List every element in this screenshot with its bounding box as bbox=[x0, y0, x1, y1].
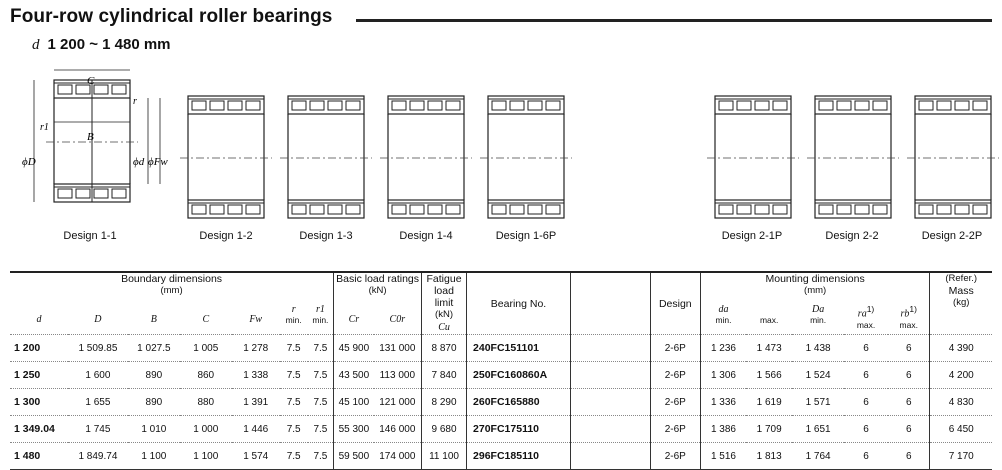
dim-label-r1: r1 bbox=[40, 122, 49, 133]
cell-da: 1 306 bbox=[700, 362, 746, 389]
cell-da: 1 236 bbox=[700, 335, 746, 362]
cell-bearing: 260FC165880 bbox=[467, 389, 571, 416]
cell-mass: 6 450 bbox=[930, 416, 992, 443]
cell-da: 1 516 bbox=[700, 443, 746, 470]
cell-d: 1 849.74 bbox=[68, 443, 128, 470]
design-header: Design bbox=[650, 272, 700, 335]
cell-r1: 7.5 bbox=[308, 362, 334, 389]
caption-design-1-1: Design 1-1 bbox=[63, 230, 117, 242]
cell-design: 2-6P bbox=[650, 443, 700, 470]
col-rb: $rb^{1)}$ max. bbox=[899, 304, 918, 330]
cell-rb: 6 bbox=[888, 416, 930, 443]
bearing-no-header: Bearing No. bbox=[467, 272, 571, 335]
cell-ra: 6 bbox=[844, 443, 888, 470]
cell-cr: 55 300 bbox=[334, 416, 374, 443]
cell-ra: 6 bbox=[844, 416, 888, 443]
cell-r: 7.5 bbox=[280, 335, 308, 362]
design-2-2-drawing bbox=[807, 96, 899, 218]
dim-label-Fw: ϕFw bbox=[148, 156, 168, 168]
cell-c0r: 113 000 bbox=[374, 362, 422, 389]
caption-design-1-3: Design 1-3 bbox=[299, 230, 353, 242]
mass-header: (Refer.) Mass (kg) bbox=[930, 272, 992, 335]
cell-cr: 45 900 bbox=[334, 335, 374, 362]
cell-fw: 1 391 bbox=[232, 389, 280, 416]
cell-cr: 59 500 bbox=[334, 443, 374, 470]
col-ra: $ra^{1)}$ max. bbox=[856, 304, 876, 330]
spacer-cell bbox=[570, 335, 650, 362]
cell-mass: 4 200 bbox=[930, 362, 992, 389]
cell-mass: 7 170 bbox=[930, 443, 992, 470]
cell-da: 1 336 bbox=[700, 389, 746, 416]
dim-label-d: ϕd bbox=[133, 156, 145, 168]
group-load-ratings: Basic load ratings (kN) bbox=[334, 272, 422, 304]
spacer-cell bbox=[570, 443, 650, 470]
cell-design: 2-6P bbox=[650, 362, 700, 389]
cell-cr: 45 100 bbox=[334, 389, 374, 416]
caption-design-1-6p: Design 1-6P bbox=[495, 230, 557, 242]
design-1-6p-drawing bbox=[480, 96, 572, 218]
cell-rb: 6 bbox=[888, 443, 930, 470]
caption-design-2-1p: Design 2-1P bbox=[721, 230, 783, 242]
cell-d: 1 655 bbox=[68, 389, 128, 416]
col-r: r min. bbox=[285, 304, 302, 326]
cell-c0r: 131 000 bbox=[374, 335, 422, 362]
table-row bbox=[10, 416, 992, 443]
cell-b: 1 100 bbox=[128, 443, 180, 470]
cell-rb: 6 bbox=[888, 335, 930, 362]
cell-da-min: 1 524 bbox=[792, 362, 844, 389]
cell-mass: 4 830 bbox=[930, 389, 992, 416]
table-row bbox=[10, 335, 992, 362]
page-subtitle bbox=[32, 36, 171, 54]
cell-c: 1 000 bbox=[180, 416, 232, 443]
cell-d: 1 509.85 bbox=[68, 335, 128, 362]
cell-b: 1 027.5 bbox=[128, 335, 180, 362]
cell-d: 1 480 bbox=[10, 443, 68, 470]
spacer-cell bbox=[570, 389, 650, 416]
spec-table bbox=[10, 271, 992, 470]
cell-c0r: 121 000 bbox=[374, 389, 422, 416]
cell-fw: 1 446 bbox=[232, 416, 280, 443]
dim-label-r: r bbox=[133, 96, 137, 107]
col-Da-max: max. bbox=[759, 315, 779, 326]
cell-cu: 8 870 bbox=[422, 335, 467, 362]
cell-ra: 6 bbox=[844, 362, 888, 389]
cell-da-max: 1 619 bbox=[746, 389, 792, 416]
cell-rb: 6 bbox=[888, 389, 930, 416]
cell-bearing: 250FC160860A bbox=[467, 362, 571, 389]
cell-c: 1 100 bbox=[180, 443, 232, 470]
design-1-1-drawing bbox=[34, 70, 160, 202]
col-d: d bbox=[36, 313, 42, 325]
cell-bearing: 240FC151101 bbox=[467, 335, 571, 362]
cell-b: 890 bbox=[128, 362, 180, 389]
cell-da-max: 1 813 bbox=[746, 443, 792, 470]
cell-fw: 1 278 bbox=[232, 335, 280, 362]
col-Da-min: Da min. bbox=[810, 304, 827, 326]
cell-mass: 4 390 bbox=[930, 335, 992, 362]
caption-design-1-2: Design 1-2 bbox=[199, 230, 253, 242]
design-1-2-drawing bbox=[180, 96, 272, 218]
title-rule bbox=[356, 19, 992, 22]
dim-label-C: C bbox=[87, 75, 95, 87]
cell-d: 1 200 bbox=[10, 335, 68, 362]
cell-c: 1 005 bbox=[180, 335, 232, 362]
col-Cr: Cr bbox=[334, 304, 374, 334]
design-2-1p-drawing bbox=[707, 96, 799, 218]
cell-da-min: 1 651 bbox=[792, 416, 844, 443]
cell-c: 860 bbox=[180, 362, 232, 389]
cell-da-min: 1 438 bbox=[792, 335, 844, 362]
design-1-3-drawing bbox=[280, 96, 372, 218]
col-B: B bbox=[150, 313, 157, 325]
cell-design: 2-6P bbox=[650, 335, 700, 362]
cell-b: 1 010 bbox=[128, 416, 180, 443]
cell-d: 1 300 bbox=[10, 389, 68, 416]
cell-bearing: 296FC185110 bbox=[467, 443, 571, 470]
cell-r1: 7.5 bbox=[308, 335, 334, 362]
cell-b: 890 bbox=[128, 389, 180, 416]
group-boundary: Boundary dimensions (mm) bbox=[10, 272, 334, 304]
group-fatigue: Fatigue load limit (kN) Cu bbox=[422, 272, 467, 335]
cell-r: 7.5 bbox=[280, 443, 308, 470]
table-row bbox=[10, 389, 992, 416]
bearing-designs-figure bbox=[0, 68, 1002, 228]
col-r1: r1 min. bbox=[312, 304, 329, 326]
col-Fw: Fw bbox=[249, 313, 263, 325]
cell-d: 1 745 bbox=[68, 416, 128, 443]
cell-design: 2-6P bbox=[650, 389, 700, 416]
cell-cu: 11 100 bbox=[422, 443, 467, 470]
cell-c: 880 bbox=[180, 389, 232, 416]
table-row bbox=[10, 443, 992, 470]
cell-r1: 7.5 bbox=[308, 443, 334, 470]
group-mounting: Mounting dimensions (mm) bbox=[700, 272, 930, 304]
cell-cu: 9 680 bbox=[422, 416, 467, 443]
cell-r: 7.5 bbox=[280, 416, 308, 443]
cell-ra: 6 bbox=[844, 389, 888, 416]
cell-da-max: 1 566 bbox=[746, 362, 792, 389]
spacer-cell bbox=[570, 362, 650, 389]
caption-design-1-4: Design 1-4 bbox=[399, 230, 453, 242]
cell-fw: 1 574 bbox=[232, 443, 280, 470]
caption-design-2-2: Design 2-2 bbox=[825, 230, 879, 242]
cell-fw: 1 338 bbox=[232, 362, 280, 389]
page-title: Four-row cylindrical roller bearings bbox=[10, 6, 333, 27]
subtitle-range: 1 200 ~ 1 480 mm bbox=[47, 36, 171, 53]
cell-cu: 8 290 bbox=[422, 389, 467, 416]
cell-d: 1 600 bbox=[68, 362, 128, 389]
col-C0r: C0r bbox=[389, 313, 406, 325]
dim-label-D: ϕD bbox=[22, 156, 36, 168]
cell-cr: 43 500 bbox=[334, 362, 374, 389]
cell-r1: 7.5 bbox=[308, 416, 334, 443]
cell-bearing: 270FC175110 bbox=[467, 416, 571, 443]
subtitle-symbol: d bbox=[32, 37, 40, 53]
table-row bbox=[10, 362, 992, 389]
spacer-cell bbox=[570, 416, 650, 443]
col-C: C bbox=[202, 313, 210, 325]
cell-da-max: 1 473 bbox=[746, 335, 792, 362]
cell-r: 7.5 bbox=[280, 362, 308, 389]
col-D: D bbox=[94, 313, 102, 325]
caption-design-2-2p: Design 2-2P bbox=[921, 230, 983, 242]
cell-ra: 6 bbox=[844, 335, 888, 362]
cell-da: 1 386 bbox=[700, 416, 746, 443]
cell-d: 1 250 bbox=[10, 362, 68, 389]
col-da: da min. bbox=[700, 304, 746, 334]
cell-r: 7.5 bbox=[280, 389, 308, 416]
cell-design: 2-6P bbox=[650, 416, 700, 443]
cell-da-max: 1 709 bbox=[746, 416, 792, 443]
design-2-2p-drawing bbox=[907, 96, 999, 218]
design-1-4-drawing bbox=[380, 96, 472, 218]
cell-cu: 7 840 bbox=[422, 362, 467, 389]
cell-rb: 6 bbox=[888, 362, 930, 389]
cell-c0r: 146 000 bbox=[374, 416, 422, 443]
cell-d: 1 349.04 bbox=[10, 416, 68, 443]
cell-da-min: 1 571 bbox=[792, 389, 844, 416]
cell-c0r: 174 000 bbox=[374, 443, 422, 470]
cell-r1: 7.5 bbox=[308, 389, 334, 416]
dim-label-B: B bbox=[87, 131, 94, 143]
cell-da-min: 1 764 bbox=[792, 443, 844, 470]
